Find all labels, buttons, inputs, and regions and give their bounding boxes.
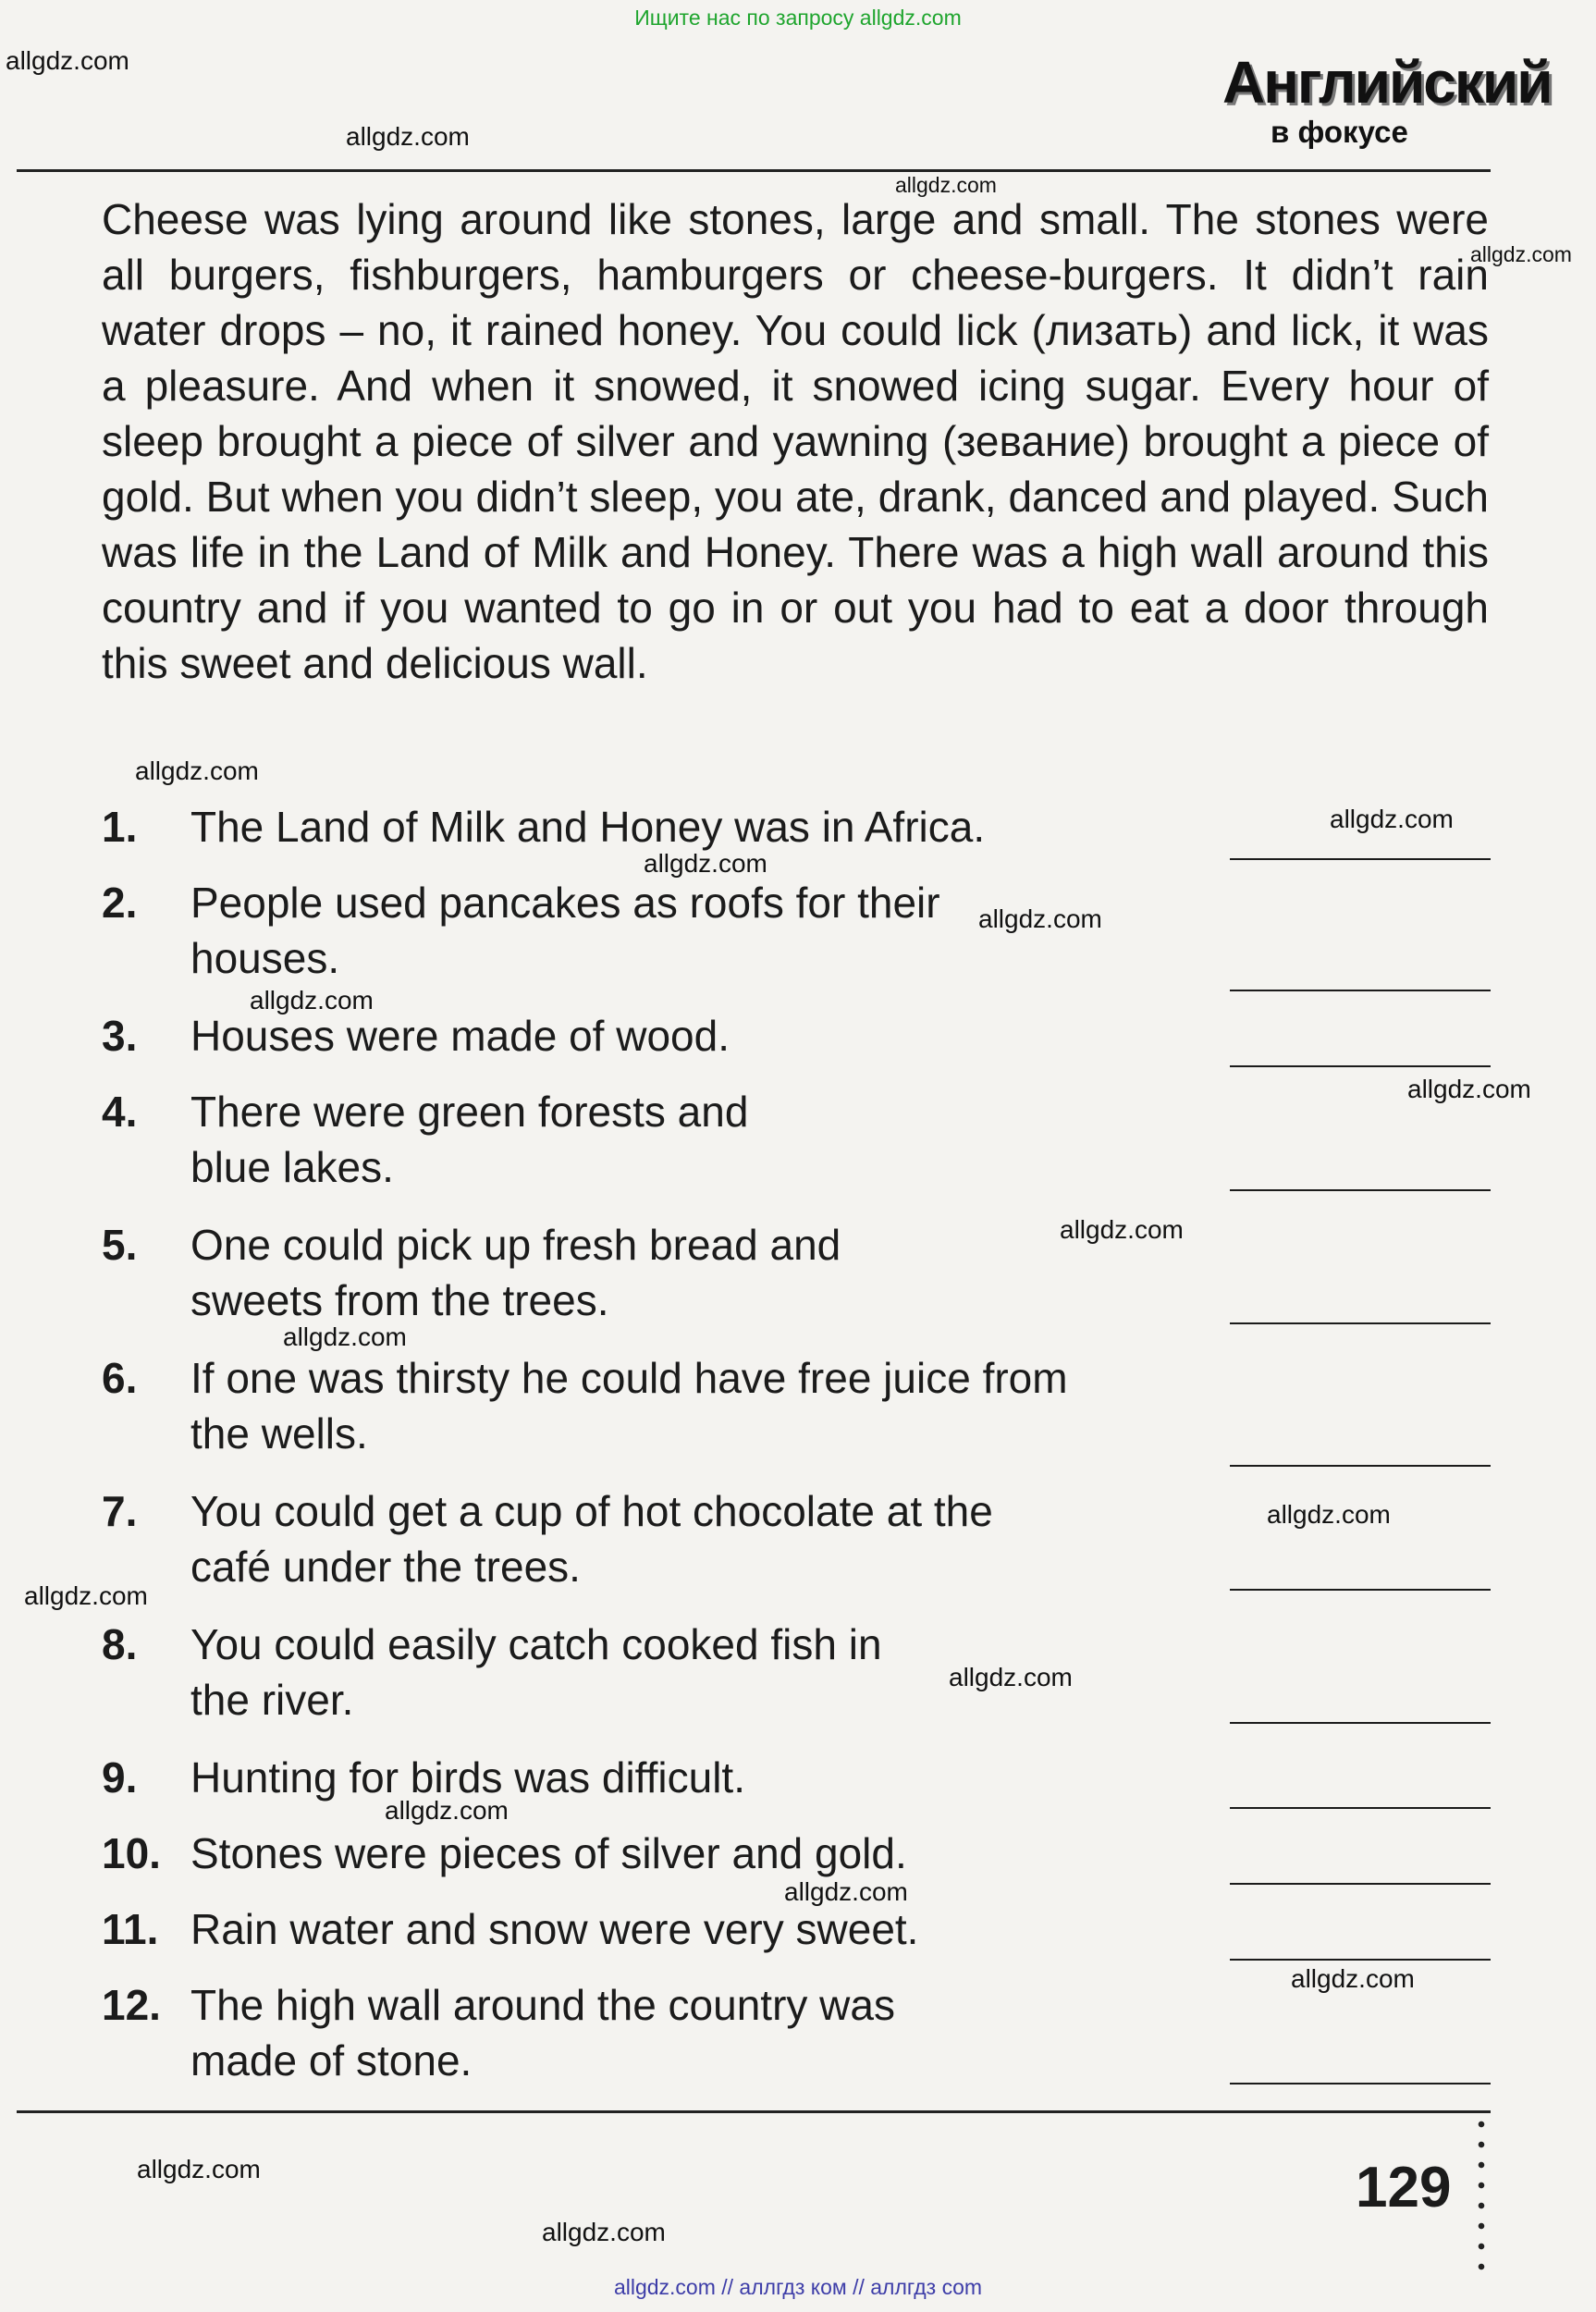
logo-title: Английский xyxy=(1222,49,1552,116)
statement-number: 4. xyxy=(102,1088,138,1136)
watermark: allgdz.com xyxy=(978,904,1102,933)
statement-text: The high wall around the country was made of stone. xyxy=(190,1981,895,2084)
statement-number: 2. xyxy=(102,879,138,927)
statement-text: Houses were made of wood. xyxy=(190,1012,730,1060)
top-banner[interactable]: Ищите нас по запросу allgdz.com xyxy=(634,6,962,30)
watermark: allgdz.com xyxy=(6,46,129,75)
statement-text: The Land of Milk and Honey was in Africa. xyxy=(190,803,986,851)
watermark: allgdz.com xyxy=(1407,1075,1531,1103)
statement-number: 5. xyxy=(102,1221,138,1269)
answer-blank[interactable] xyxy=(1230,2083,1491,2084)
watermark: allgdz.com xyxy=(1330,805,1454,833)
answer-blank[interactable] xyxy=(1230,1959,1491,1961)
page-number: 129 xyxy=(1356,2156,1452,2220)
watermark: allgdz.com xyxy=(949,1663,1073,1691)
statement-text: If one was thirsty he could have free juice from the wells. xyxy=(190,1354,1068,1457)
statement-text: You could easily catch cooked fish in the river. xyxy=(190,1620,882,1724)
watermark: allgdz.com xyxy=(1060,1215,1184,1244)
statement-number: 11. xyxy=(102,1905,159,1953)
watermark: allgdz.com xyxy=(346,122,470,151)
answer-blank[interactable] xyxy=(1230,1589,1491,1591)
watermark: allgdz.com xyxy=(24,1581,148,1610)
dotted-edge xyxy=(1478,2114,1485,2271)
statement-text: Stones were pieces of silver and gold. xyxy=(190,1829,907,1877)
answer-blank[interactable] xyxy=(1230,1883,1491,1885)
statement-number: 8. xyxy=(102,1620,138,1668)
watermark: allgdz.com xyxy=(895,173,997,197)
watermark: allgdz.com xyxy=(385,1796,509,1825)
statement-number: 3. xyxy=(102,1012,138,1060)
bottom-banner[interactable]: allgdz.com // аллгдз ком // аллгдз com xyxy=(613,2275,983,2299)
statement-text: One could pick up fresh bread and sweets from the trees. xyxy=(190,1221,841,1324)
bottom-rule xyxy=(17,2110,1491,2113)
statement-number: 7. xyxy=(102,1487,138,1535)
answer-blank[interactable] xyxy=(1230,1189,1491,1191)
statement-text: You could get a cup of hot chocolate at the café under the trees. xyxy=(190,1487,993,1591)
watermark: allgdz.com xyxy=(784,1877,908,1906)
statement-number: 10. xyxy=(102,1829,161,1877)
statement-text: People used pancakes as roofs for their houses. xyxy=(190,879,940,982)
answer-blank[interactable] xyxy=(1230,990,1491,991)
statement-text: There were green forests and blue lakes. xyxy=(190,1088,749,1191)
top-rule xyxy=(17,169,1491,172)
watermark: allgdz.com xyxy=(1267,1500,1391,1529)
statement-number: 9. xyxy=(102,1753,138,1802)
statement-text: Hunting for birds was difficult. xyxy=(190,1753,745,1802)
answer-blank[interactable] xyxy=(1230,1807,1491,1809)
logo-subtitle: в фокусе xyxy=(1271,115,1408,149)
watermark: allgdz.com xyxy=(1291,1964,1415,1993)
story-paragraph: Cheese was lying around like stones, large and small. The stones were all burgers, fishburgers, hamburgers or cheese-burgers. It didn’t rain water drops – no, it rained honey. You could lick (лизать) and lick, it was a pleasure. And when it snowed, it snowed icing sugar. Every hour of sleep brought a piece of silver and yawning (зевание) brought a piece of gold. But when you didn’t sleep, you ate, drank, danced and played. Such was life in the Land of Milk and Honey. There was a high wall around this country and if you wanted to go in or out you had to eat a door through this sweet and delicious wall. xyxy=(102,195,1489,687)
answer-blank[interactable] xyxy=(1230,1465,1491,1467)
statement-number: 12. xyxy=(102,1981,161,2029)
watermark: allgdz.com xyxy=(137,2155,261,2183)
watermark: allgdz.com xyxy=(644,849,767,878)
answer-blank[interactable] xyxy=(1230,1322,1491,1324)
statement-number: 1. xyxy=(102,803,138,851)
watermark: allgdz.com xyxy=(1470,242,1572,266)
answer-blank[interactable] xyxy=(1230,858,1491,860)
statement-number: 6. xyxy=(102,1354,138,1402)
watermark: allgdz.com xyxy=(542,2218,666,2246)
statement-text: Rain water and snow were very sweet. xyxy=(190,1905,919,1953)
watermark: allgdz.com xyxy=(283,1322,407,1351)
watermark: allgdz.com xyxy=(135,756,259,785)
publisher-logo xyxy=(1219,48,1552,150)
answer-blank[interactable] xyxy=(1230,1065,1491,1067)
watermark: allgdz.com xyxy=(250,986,374,1015)
answer-blank[interactable] xyxy=(1230,1722,1491,1724)
